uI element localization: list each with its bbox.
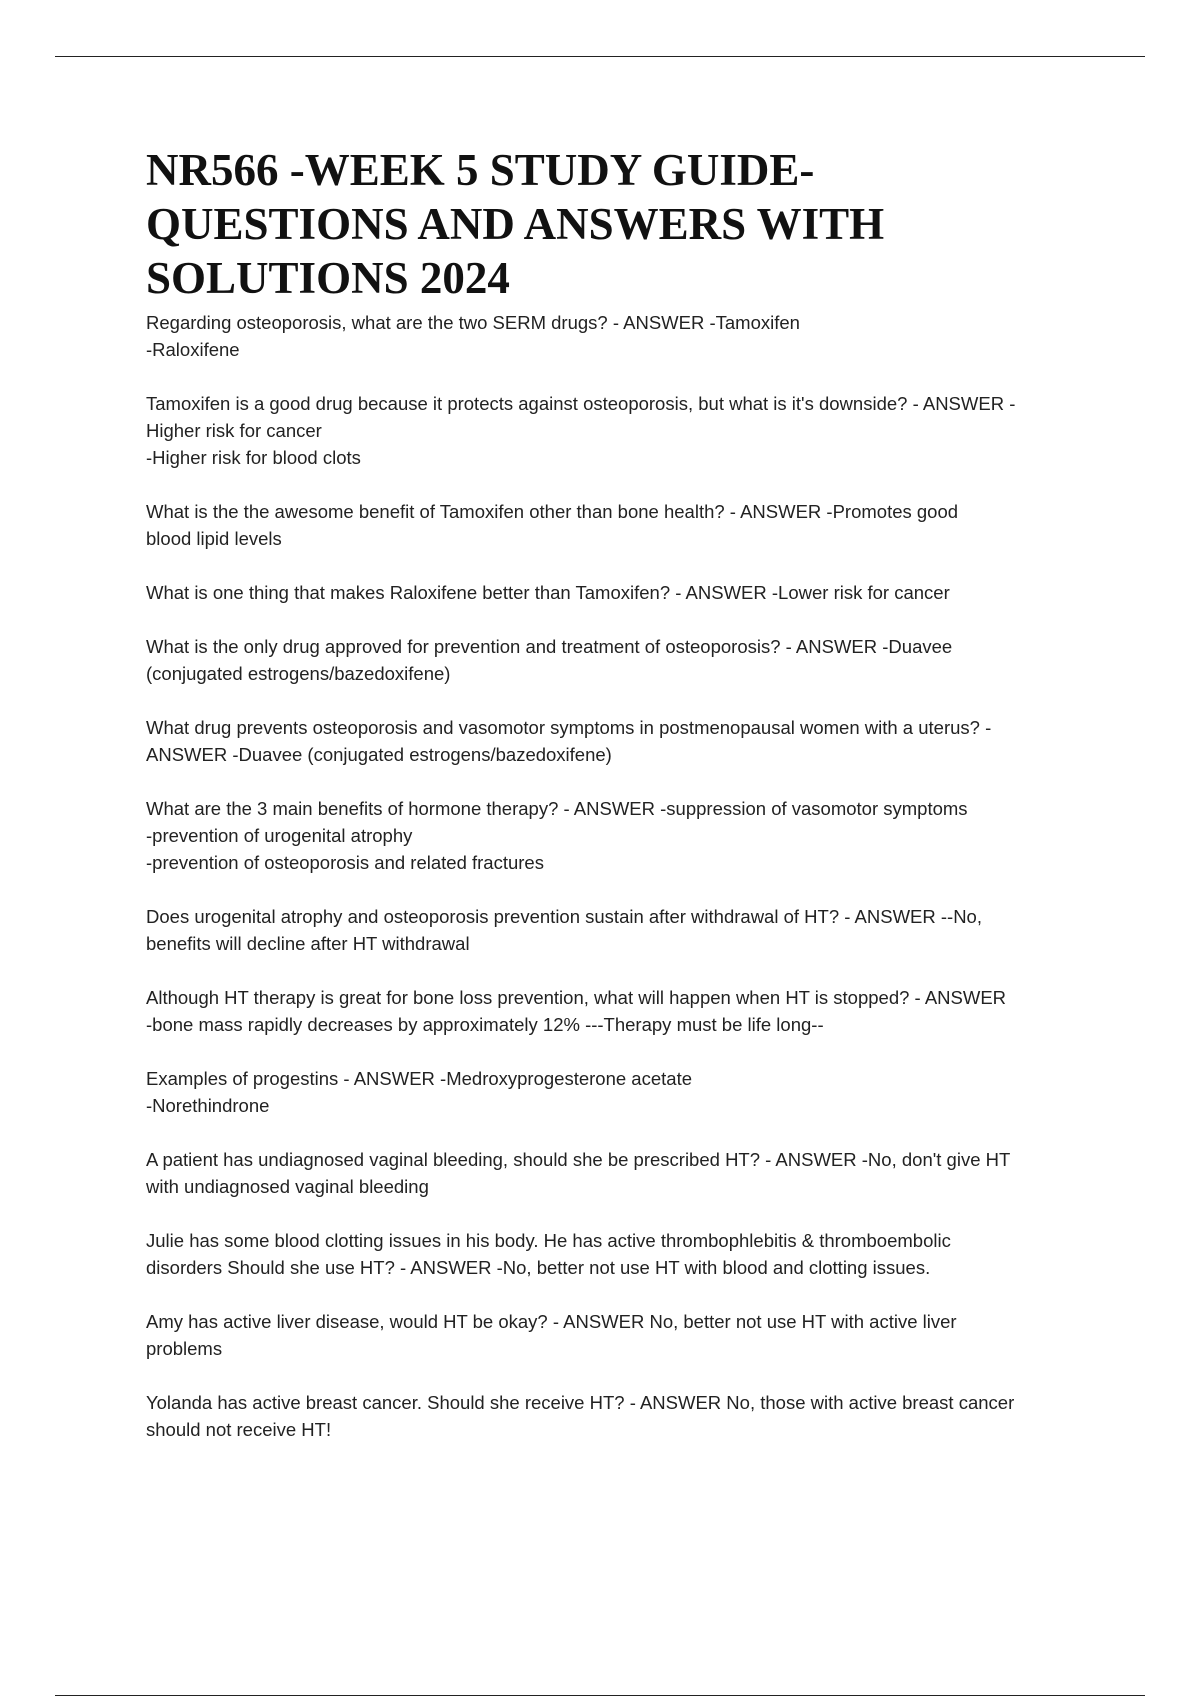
qa-line: disorders Should she use HT? - ANSWER -No, better not use HT with blood and clotting issues. — [146, 1257, 931, 1278]
qa-line: Tamoxifen is a good drug because it protects against osteoporosis, but what is it's downside? - ANSWER - — [146, 393, 1016, 414]
qa-line: What is the the awesome benefit of Tamoxifen other than bone health? - ANSWER -Promotes good — [146, 501, 959, 522]
qa-line: What are the 3 main benefits of hormone therapy? - ANSWER -suppression of vasomotor symptoms — [146, 798, 968, 819]
qa-line: (conjugated estrogens/bazedoxifene) — [146, 663, 451, 684]
qa-line: benefits will decline after HT withdrawal — [146, 933, 470, 954]
qa-item — [146, 309, 1096, 363]
title-line: NR566 -WEEK 5 STUDY GUIDE- — [146, 145, 815, 195]
qa-item — [146, 390, 1096, 471]
qa-list — [146, 309, 1096, 1443]
qa-line: problems — [146, 1338, 223, 1359]
qa-line: What drug prevents osteoporosis and vasomotor symptoms in postmenopausal women with a uterus? - — [146, 717, 992, 738]
qa-line: ANSWER -Duavee (conjugated estrogens/bazedoxifene) — [146, 744, 612, 765]
qa-item — [146, 903, 1096, 957]
qa-item — [146, 1308, 1096, 1362]
qa-item — [146, 579, 1096, 606]
qa-item — [146, 498, 1096, 552]
qa-item — [146, 714, 1096, 768]
qa-line: Higher risk for cancer — [146, 420, 322, 441]
title-line: QUESTIONS AND ANSWERS WITH — [146, 199, 885, 249]
qa-line: What is the only drug approved for prevention and treatment of osteoporosis? - ANSWER -Duavee — [146, 636, 953, 657]
qa-item — [146, 1146, 1096, 1200]
qa-line: Although HT therapy is great for bone loss prevention, what will happen when HT is stopped? - ANSWER — [146, 987, 1007, 1008]
qa-line: should not receive HT! — [146, 1419, 332, 1440]
qa-line: -bone mass rapidly decreases by approximately 12% ---Therapy must be life long-- — [146, 1014, 824, 1035]
top-rule — [55, 56, 1145, 57]
document-title — [146, 143, 1096, 305]
qa-item — [146, 633, 1096, 687]
qa-item — [146, 1227, 1096, 1281]
document-body — [146, 143, 1096, 1470]
qa-item — [146, 795, 1096, 876]
qa-line: -Raloxifene — [146, 339, 240, 360]
bottom-rule — [55, 1695, 1145, 1696]
qa-line: -prevention of urogenital atrophy — [146, 825, 413, 846]
qa-item — [146, 984, 1096, 1038]
qa-line: Does urogenital atrophy and osteoporosis prevention sustain after withdrawal of HT? - ANSWER --No, — [146, 906, 982, 927]
qa-line: Amy has active liver disease, would HT be okay? - ANSWER No, better not use HT with active liver — [146, 1311, 957, 1332]
qa-line: A patient has undiagnosed vaginal bleeding, should she be prescribed HT? - ANSWER -No, don't give HT — [146, 1149, 1011, 1170]
qa-line: -prevention of osteoporosis and related fractures — [146, 852, 544, 873]
qa-item — [146, 1065, 1096, 1119]
qa-line: with undiagnosed vaginal bleeding — [146, 1176, 429, 1197]
qa-line: Regarding osteoporosis, what are the two SERM drugs? - ANSWER -Tamoxifen — [146, 312, 800, 333]
title-line: SOLUTIONS 2024 — [146, 253, 510, 303]
qa-line: Yolanda has active breast cancer. Should she receive HT? - ANSWER No, those with active breast cancer — [146, 1392, 1015, 1413]
qa-line: -Norethindrone — [146, 1095, 270, 1116]
qa-item — [146, 1389, 1096, 1443]
qa-line: -Higher risk for blood clots — [146, 447, 361, 468]
qa-line: What is one thing that makes Raloxifene better than Tamoxifen? - ANSWER -Lower risk for cancer — [146, 582, 950, 603]
qa-line: Examples of progestins - ANSWER -Medroxyprogesterone acetate — [146, 1068, 692, 1089]
qa-line: Julie has some blood clotting issues in his body. He has active thrombophlebitis & thromboembolic — [146, 1230, 951, 1251]
qa-line: blood lipid levels — [146, 528, 282, 549]
